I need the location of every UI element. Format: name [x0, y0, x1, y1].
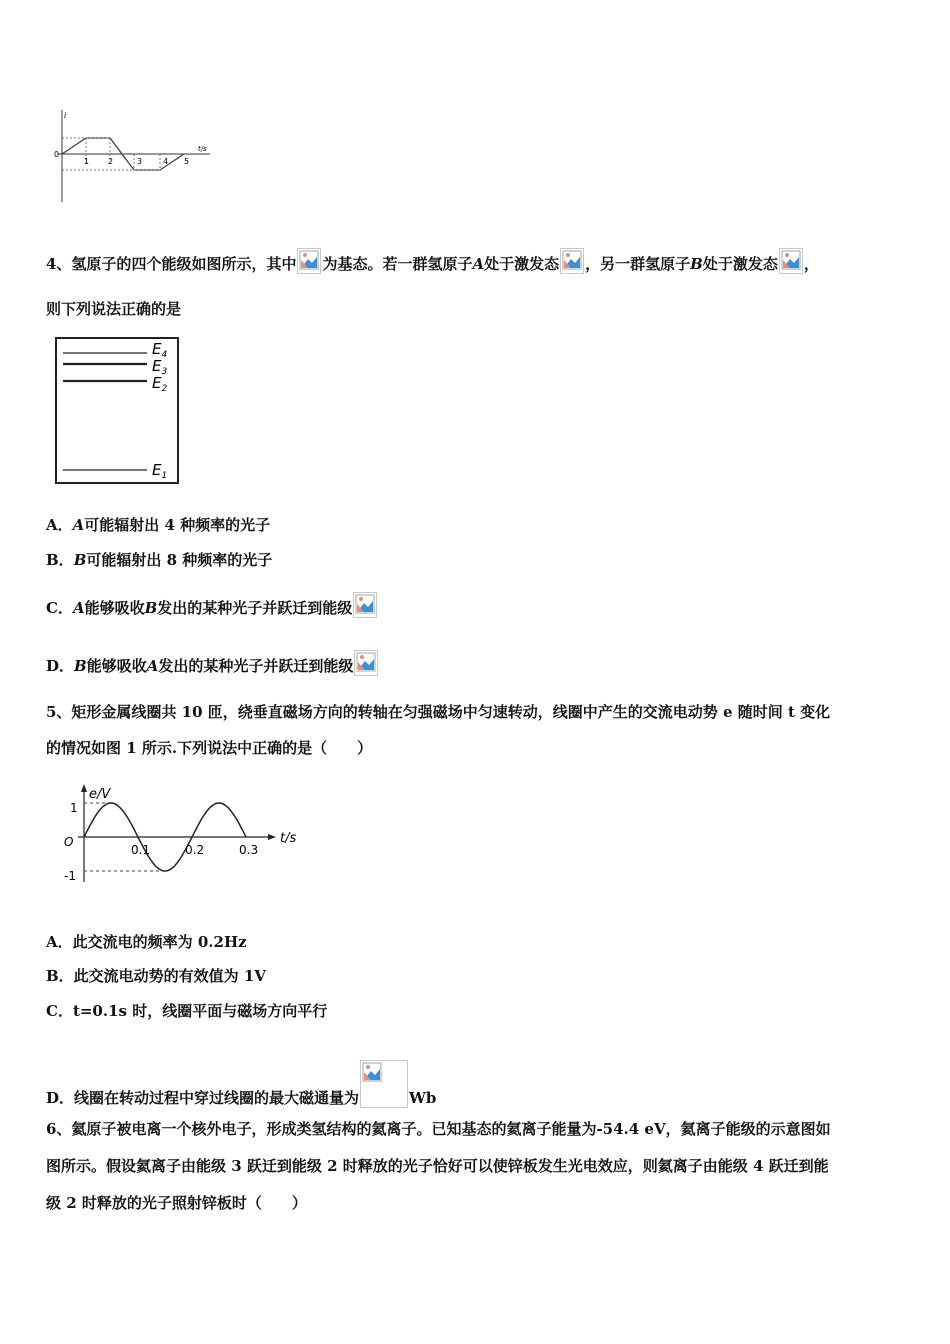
x-axis-label: t/s [280, 831, 297, 846]
q4-energy-level-diagram [55, 337, 181, 487]
q6-stem-line2: 图所示。假设氦离子由能级 3 跃迁到能级 2 时释放的光子恰好可以使锌板发生光电效应，则氦离子由能级 4 跃迁到能 [46, 1157, 829, 1175]
y-tick-label: -1 [64, 869, 76, 883]
q5-stem-line2: 的情况如图 1 所示.下列说法中正确的是（ ） [46, 739, 373, 757]
svg-text:E4: $E_4$ [152, 340, 168, 360]
level-e1: E [152, 461, 162, 479]
level-e3: E [152, 357, 162, 375]
q4-option-a[interactable]: A．A可能辐射出 4 种频率的光子 [46, 516, 271, 534]
q3-x-label: t/s [198, 145, 207, 153]
q3-tick: 1 [84, 157, 90, 166]
broken-image-icon [354, 650, 378, 676]
broken-image-icon [560, 248, 584, 274]
q3-tick: 2 [108, 157, 114, 166]
broken-image-icon [353, 592, 377, 618]
q3-origin: 0 [54, 150, 60, 159]
q3-y-label: i [64, 111, 67, 120]
q4-stem-line1: 4、氢原子的四个能级如图所示，其中 为基态。若一群氢原子A处于激发态 ，另一群氢原子B处于激发态 ， [46, 248, 819, 274]
q4-stem-line2: 则下列说法正确的是 [46, 300, 182, 318]
q4-option-c[interactable]: C．A能够吸收B发出的某种光子并跃迁到能级 [46, 592, 378, 618]
level-e2: E [152, 374, 162, 392]
x-tick-label: 0.2 [185, 843, 205, 857]
q5-option-c[interactable]: C．t=0.1s 时，线圈平面与磁场方向平行 [46, 1002, 328, 1020]
q3-graph [48, 108, 218, 204]
broken-image-icon [779, 248, 803, 274]
q4-option-d[interactable]: D．B能够吸收A发出的某种光子并跃迁到能级 [46, 650, 379, 676]
q5-option-d[interactable]: D．线圈在转动过程中穿过线圈的最大磁通量为 Wb [46, 1060, 436, 1108]
svg-text:E1: $E_1$ [152, 461, 168, 481]
q4-option-b[interactable]: B．B可能辐射出 8 种频率的光子 [46, 551, 273, 569]
broken-image-icon [360, 1060, 408, 1108]
svg-text:E3: $E_3$ [152, 357, 168, 377]
q5-emf-time-graph [58, 782, 308, 892]
level-e4: E [152, 340, 162, 358]
q5-stem-line1: 5、矩形金属线圈共 10 匝，绕垂直磁场方向的转轴在匀强磁场中匀速转动，线圈中产生的交流电动势 e 随时间 t 变化 [46, 703, 831, 721]
q6-stem-line1: 6、氦原子被电离一个核外电子，形成类氢结构的氦离子。已知基态的氦离子能量为-54.4 eV，氦离子能级的示意图如 [46, 1120, 831, 1138]
origin-label: O [64, 835, 74, 849]
x-tick-label: 0.1 [131, 843, 151, 857]
broken-image-icon [297, 248, 321, 274]
q3-tick: 5 [184, 157, 190, 166]
y-tick-label: 1 [70, 801, 78, 815]
svg-text:E2: $E_2$ [152, 374, 168, 394]
q6-stem-line3: 级 2 时释放的光子照射锌板时（ ） [46, 1194, 307, 1212]
x-tick-label: 0.3 [239, 843, 259, 857]
q3-tick: 3 [137, 157, 143, 166]
q3-tick: 4 [163, 157, 169, 166]
y-axis-label: e/V [89, 787, 111, 802]
q5-option-b[interactable]: B．此交流电动势的有效值为 1V [46, 967, 266, 985]
q5-option-a[interactable]: A．此交流电的频率为 0.2Hz [46, 933, 247, 951]
